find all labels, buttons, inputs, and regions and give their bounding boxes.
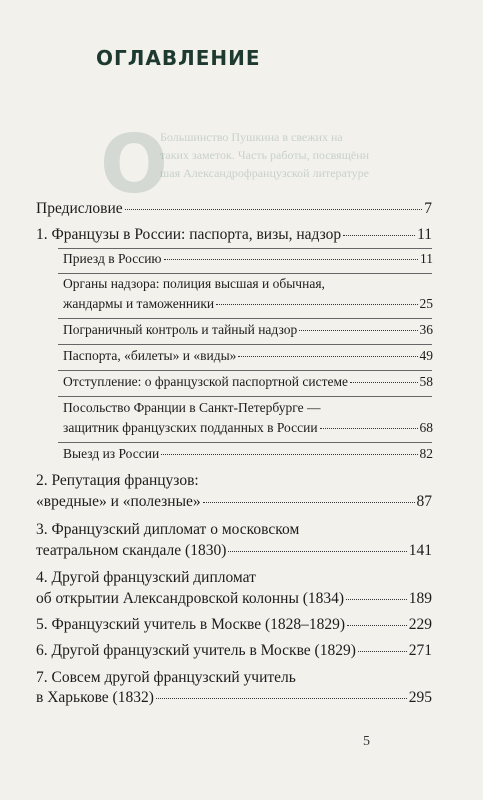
toc-subentry-border-control[interactable]	[63, 322, 433, 338]
toc-entry-label: Паспорта, «билеты» и «виды»	[63, 348, 237, 363]
toc-entry-chapter-5[interactable]	[36, 616, 432, 634]
page-number: 5	[363, 734, 370, 749]
toc-subentry-embassy[interactable]	[63, 420, 433, 436]
bleed-through-text	[160, 128, 460, 182]
leader-dots	[156, 697, 407, 699]
toc-entry-label: 1. Французы в России: паспорта, визы, надзор	[36, 226, 342, 243]
leader-dots	[238, 355, 417, 357]
toc-subentry-arrival[interactable]	[63, 251, 433, 267]
toc-entry-label: Пограничный контроль и тайный надзор	[63, 322, 298, 337]
toc-entry-chapter-7[interactable]	[36, 689, 432, 707]
divider	[58, 396, 432, 397]
toc-page-number: 189	[408, 590, 432, 607]
toc-entry-label: защитник французских подданных в России	[63, 420, 318, 435]
toc-page-number: 68	[419, 420, 433, 435]
toc-entry-label: Приезд в Россию	[63, 251, 162, 266]
toc-subentry-embassy-line1[interactable]: Посольство Франции в Санкт-Петербурге —	[63, 400, 321, 415]
bleed-line: шая Александрофранцузской литературе	[160, 166, 369, 180]
toc-page-number: 229	[408, 616, 432, 633]
leader-dots	[203, 501, 415, 503]
leader-dots	[346, 598, 407, 600]
leader-dots	[358, 650, 407, 652]
leader-dots	[350, 381, 417, 383]
toc-page-number: 7	[424, 200, 432, 217]
leader-dots	[216, 303, 417, 305]
divider	[58, 442, 432, 443]
divider	[58, 248, 432, 249]
leader-dots	[320, 427, 418, 429]
toc-page-number: 11	[417, 226, 432, 243]
toc-entry-label: 5. Французский учитель в Москве (1828–1829)	[36, 616, 346, 633]
toc-entry-chapter-2[interactable]	[36, 493, 432, 511]
toc-entry-label: в Харькове (1832)	[36, 689, 154, 706]
toc-entry-label: об открытии Александровской колонны (1834)	[36, 590, 345, 607]
leader-dots	[347, 624, 407, 626]
toc-page-number: 87	[416, 493, 432, 510]
page-title: ОГЛАВЛЕНИЕ	[96, 46, 261, 70]
toc-page-number: 58	[419, 374, 433, 389]
toc-page-number: 295	[408, 689, 432, 706]
leader-dots	[125, 208, 423, 210]
divider	[58, 344, 432, 345]
toc-subentry-organs[interactable]	[63, 296, 433, 312]
leader-dots	[343, 234, 415, 236]
toc-entry-label: Отступление: о французской паспортной системе	[63, 374, 349, 389]
toc-subentry-passports[interactable]	[63, 348, 433, 364]
toc-subentry-organs-line1[interactable]: Органы надзора: полиция высшая и обычная,	[63, 276, 325, 291]
toc-entry-label: театральном скандале (1830)	[36, 542, 227, 559]
toc-page-number: 82	[419, 446, 433, 461]
toc-entry-chapter-3[interactable]	[36, 542, 432, 560]
toc-page-number: 271	[408, 642, 432, 659]
toc-page-number: 11	[420, 251, 433, 266]
toc-subentry-exit[interactable]	[63, 446, 433, 462]
toc-entry-label: Предисловие	[36, 200, 123, 217]
toc-page-number: 25	[419, 296, 433, 311]
divider	[58, 370, 432, 371]
toc-entry-chapter-4-line1[interactable]: 4. Другой французский дипломат	[36, 569, 256, 586]
bleed-line: Большинство Пушкина в свежих на	[160, 130, 343, 144]
toc-entry-chapter-3-line1[interactable]: 3. Французский дипломат о московском	[36, 521, 300, 538]
toc-page-number: 141	[408, 542, 432, 559]
toc-entry-chapter-4[interactable]	[36, 590, 432, 608]
leader-dots	[164, 258, 418, 260]
leader-dots	[161, 453, 417, 455]
leader-dots	[299, 329, 417, 331]
bleed-through-initial: О	[100, 118, 169, 211]
toc-page-number: 36	[419, 322, 433, 337]
toc-entry-chapter-7-line1[interactable]: 7. Совсем другой французский учитель	[36, 669, 296, 686]
toc-entry-label: Выезд из России	[63, 446, 160, 461]
toc-entry-label: 6. Другой французский учитель в Москве (1829)	[36, 642, 356, 659]
toc-entry-preface[interactable]	[36, 200, 432, 218]
toc-entry-label: жандармы и таможенники	[63, 296, 215, 311]
toc-subentry-digression[interactable]	[63, 374, 433, 390]
divider	[58, 273, 432, 274]
leader-dots	[228, 550, 406, 552]
toc-page-number: 49	[419, 348, 433, 363]
toc-entry-chapter-6[interactable]	[36, 642, 432, 660]
toc-entry-label: «вредные» и «полезные»	[36, 493, 201, 510]
divider	[58, 318, 432, 319]
toc-entry-chapter-1[interactable]	[36, 226, 432, 244]
bleed-line: таких заметок. Часть работы, посвящённ	[160, 148, 370, 162]
toc-entry-chapter-2-line1[interactable]: 2. Репутация французов:	[36, 472, 199, 489]
